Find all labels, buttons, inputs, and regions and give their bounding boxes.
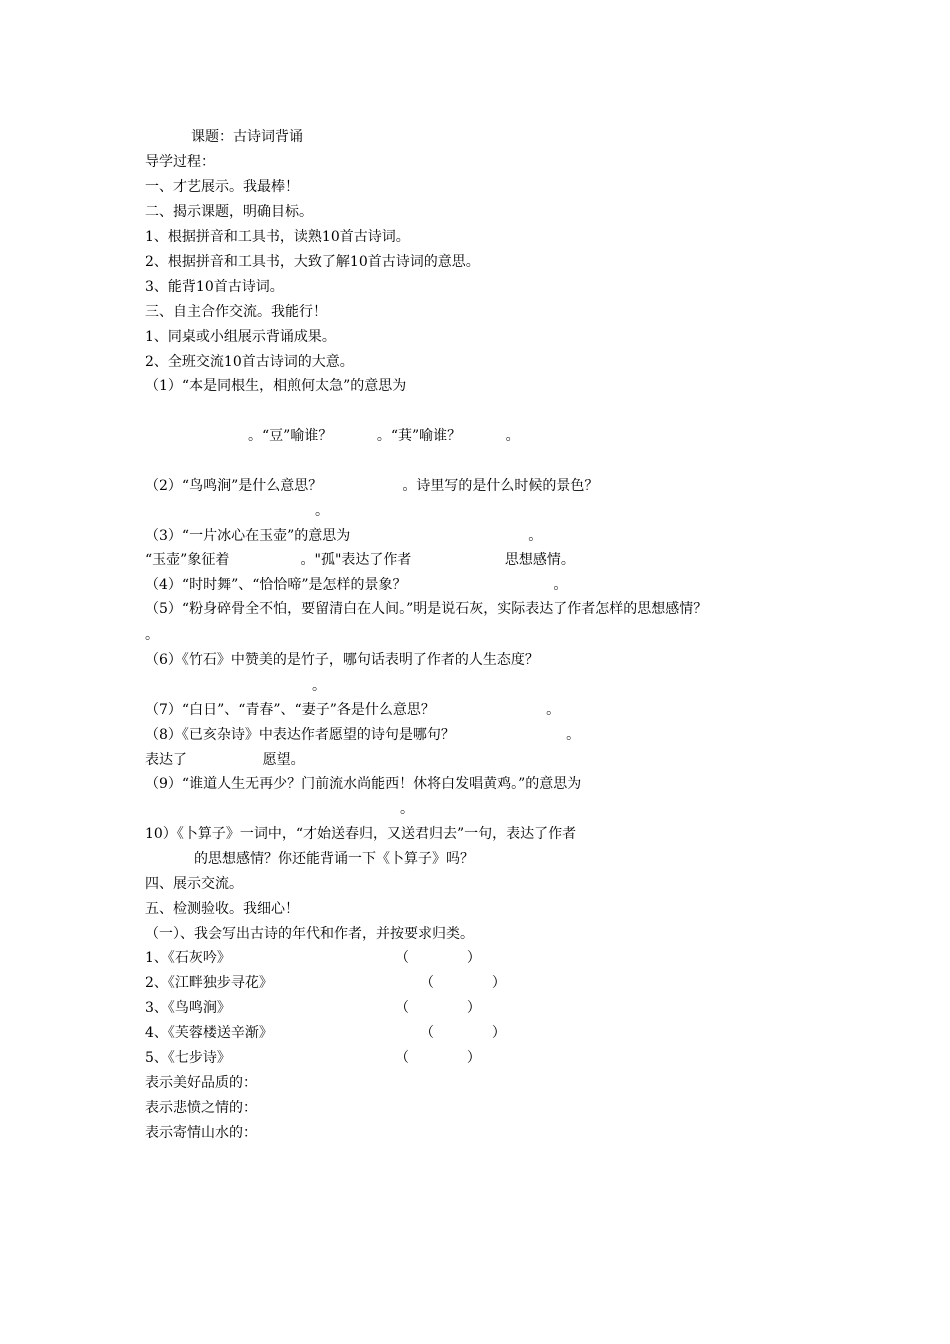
text-line: 2、根据拼音和工具书，大致了解10首古诗词的意思。 [145, 254, 480, 270]
blank-line: 。 [315, 503, 329, 519]
text-line: 导学过程： [145, 154, 215, 170]
poem-item: 2、《江畔独步寻花》 [145, 975, 273, 991]
text-line: 1、同桌或小组展示背诵成果。 [145, 329, 336, 345]
poem-item: 1、《石灰吟》 [145, 950, 231, 966]
category-line: 表示悲愤之情的： [145, 1100, 257, 1116]
question-line: （6）《竹石》中赞美的是竹子，哪句话表明了作者的人生态度？ [145, 652, 539, 668]
question-line: （3）“一片冰心在玉壶”的意思为 。 [145, 528, 543, 544]
text-line: 四、展示交流。 [145, 876, 243, 892]
question-line: 表达了 愿望。 [145, 752, 305, 768]
text-line: 一、才艺展示。我最棒！ [145, 179, 299, 195]
answer-bracket: （ ） [395, 1050, 481, 1066]
poem-item: 4、《芙蓉楼送辛渐》 [145, 1025, 273, 1041]
question-line: （1）“本是同根生，相煎何太急”的意思为 [145, 378, 407, 394]
text-line: 三、自主合作交流。我能行！ [145, 304, 327, 320]
text-line: 五、检测验收。我细心！ [145, 901, 299, 917]
question-line: “玉壶”象征着 。"孤"表达了作者 思想感情。 [145, 552, 575, 568]
poem-item: 5、《七步诗》 [145, 1050, 231, 1066]
question-line: （2）“鸟鸣涧”是什么意思？ 。诗里写的是什么时候的景色？ [145, 478, 599, 494]
question-line: （7）“白日”、“青春”、“妻子”各是什么意思？ 。 [145, 702, 561, 718]
answer-bracket: （ ） [395, 1000, 481, 1016]
category-line: 表示寄情山水的： [145, 1125, 257, 1141]
lesson-title: 课题：古诗词背诵 [191, 129, 303, 145]
answer-bracket: （ ） [420, 1025, 506, 1041]
text-line: 3、能背10首古诗词。 [145, 279, 284, 295]
text-line: 1、根据拼音和工具书，读熟10首古诗词。 [145, 229, 410, 245]
question-line: （9）“谁道人生无再少？门前流水尚能西！休将白发唱黄鸡。”的意思为 [145, 776, 582, 792]
question-line: （5）“粉身碎骨全不怕，要留清白在人间。”明是说石灰，实际表达了作者怎样的思想感情？ [145, 601, 708, 617]
answer-bracket: （ ） [395, 950, 481, 966]
text-line: 二、揭示课题，明确目标。 [145, 204, 313, 220]
question-line: （4）“时时舞”、“恰恰啼”是怎样的景象？ 。 [145, 577, 568, 593]
category-line: 表示美好品质的： [145, 1075, 257, 1091]
question-line: 。“豆”喻谁？ 。“萁”喻谁？ 。 [248, 428, 520, 444]
blank-line: 。 [145, 627, 159, 643]
question-line: 的思想感情？你还能背诵一下《卜算子》吗？ [194, 851, 474, 867]
text-line: 2、全班交流10首古诗词的大意。 [145, 354, 354, 370]
question-line: （8）《已亥杂诗》中表达作者愿望的诗句是哪句？ 。 [145, 727, 581, 743]
question-line: 10）《卜算子》一词中，“才始送春归，又送君归去”一句，表达了作者 [145, 826, 577, 842]
blank-line: 。 [312, 678, 326, 694]
answer-bracket: （ ） [420, 975, 506, 991]
blank-line: 。 [400, 801, 414, 817]
poem-item: 3、《鸟鸣涧》 [145, 1000, 231, 1016]
text-line: （一）、我会写出古诗的年代和作者，并按要求归类。 [145, 926, 474, 942]
